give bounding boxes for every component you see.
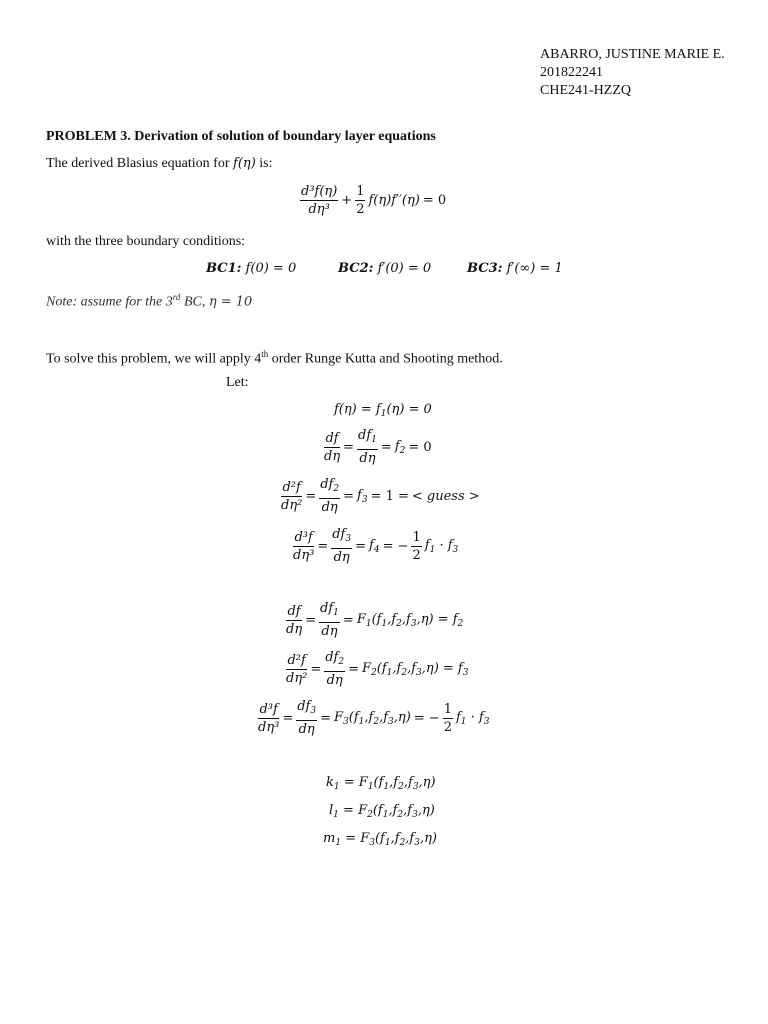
method-text-a: To solve this problem, we will apply 4: [46, 351, 262, 367]
def-d3f: $\frac{\text{d³f}}{\text{dη³}}$ = $\frac{df_3}{d\eta}$ = $f_4$ = − $\frac{1}{2}$ $f_1 \cdot f_3$: [293, 527, 459, 565]
intro-line: [46, 156, 273, 172]
func-F2: $\frac{\text{d²f}}{\text{dη²}}$ = $\frac{df_2}{d\eta}$ = $F_2(f_1,f_2,f_3,\eta) = f_3$: [286, 650, 469, 688]
let-label: Let:: [226, 375, 249, 390]
def-m1: $m_1 = F_3(f_1,f_2,f_3,\eta)$: [323, 831, 437, 848]
note-end: BC,: [183, 294, 206, 310]
problem-title: PROBLEM 3. Derivation of solution of boundary layer equations: [46, 129, 436, 144]
def-l1: $l_1 = F_2(f_1,f_2,f_3,\eta)$: [329, 803, 435, 820]
bc2-label: BC2:: [338, 261, 374, 276]
course-code: CHE241-HZZQ: [540, 83, 631, 98]
bc3: [467, 261, 563, 276]
note-line: [46, 289, 252, 311]
bc1-label: BC1:: [206, 261, 242, 276]
def-k1: $k_1 = F_1(f_1,f_2,f_3,\eta)$: [326, 775, 436, 792]
note-value: η = 10: [208, 294, 253, 310]
bc1-expr: f(0) = 0: [245, 261, 297, 276]
method-line: [46, 346, 503, 368]
bc1: [206, 261, 296, 276]
bc2-expr: f′(0) = 0: [377, 261, 432, 276]
note-text: Note: assume for the 3: [46, 294, 173, 310]
def-df: $\frac{df}{d\eta}$ = $\frac{df_1}{d\eta}$ = $f_2$ = 0: [324, 428, 432, 466]
def-d2f: $\frac{\text{d²f}}{\text{dη²}}$ = $\frac{df_2}{d\eta}$ = $f_3$ = 1 = < guess >: [281, 477, 480, 515]
intro-text: The derived Blasius equation for: [46, 156, 230, 171]
bc2: [338, 261, 431, 276]
bc3-label: BC3:: [467, 261, 503, 276]
boundary-text: with the three boundary conditions:: [46, 234, 246, 249]
intro-end: is:: [259, 156, 273, 171]
func-F1: $\frac{df}{d\eta}$ = $\frac{df_1}{d\eta}$ = $F_1(f_1,f_2,f_3,\eta) = f_2$: [286, 601, 464, 639]
intro-function: f(η): [233, 156, 256, 171]
student-id: 201822241: [540, 65, 603, 80]
def-f: $f(\eta) = f_1(\eta) = 0$: [334, 402, 432, 419]
note-sup: rd: [172, 292, 181, 302]
bc3-expr: f′(∞) = 1: [506, 261, 563, 276]
method-text-b: order Runge Kutta and Shooting method.: [271, 351, 503, 367]
func-F3: $\frac{\text{d³f}}{\text{dη³}}$ = $\frac{df_3}{d\eta}$ = $F_3(f_1,f_2,f_3,\eta)$ = − $\frac{1}{2}$ $f_1 \cdot f_3$: [258, 699, 490, 737]
method-sup: th: [261, 349, 269, 359]
author-name: ABARRO, JUSTINE MARIE E.: [540, 47, 725, 62]
blasius-equation: $\frac{\text{d³f(η)}}{\text{dη³}}$ + $\frac{1}{2}$ f(η)f′′(η) = 0: [301, 184, 447, 217]
